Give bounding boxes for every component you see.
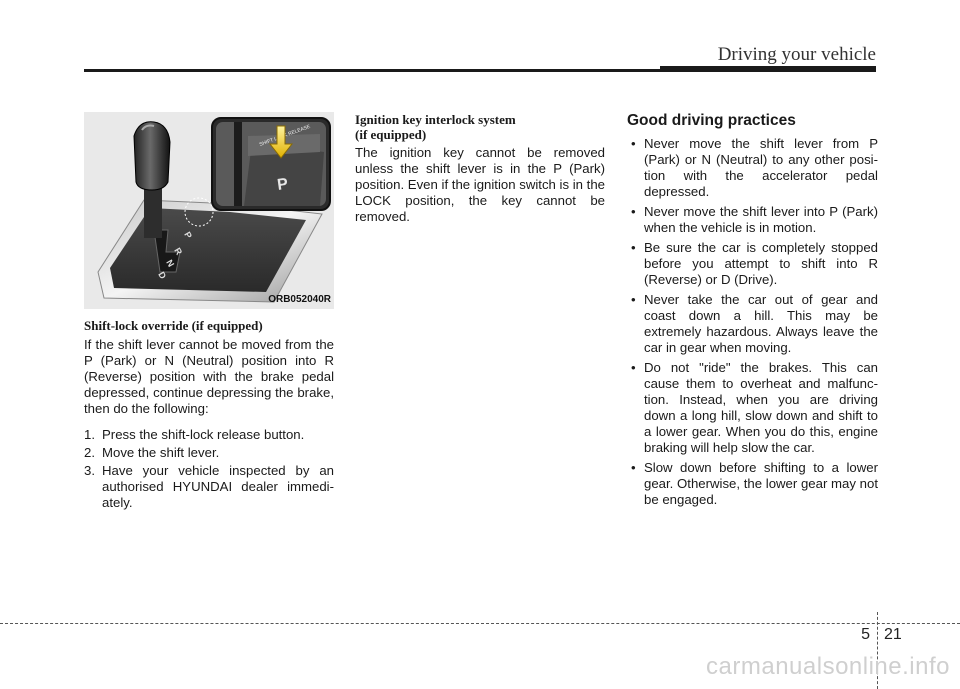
shift-lock-heading: Shift-lock override (if equipped) bbox=[84, 318, 263, 333]
list-item bbox=[627, 240, 878, 288]
list-item bbox=[84, 427, 334, 443]
column-left bbox=[84, 112, 334, 513]
list-item bbox=[627, 292, 878, 356]
footer-rule bbox=[0, 623, 960, 624]
practice-text: Be sure the car is completely stopped before you attempt to shift into R (Reverse) or D (Drive). bbox=[644, 240, 878, 287]
gear-letter-n: N bbox=[164, 258, 177, 269]
list-item bbox=[84, 445, 334, 461]
practice-text: Never take the car out of gear and coast down a hill. This may be extremely hazardous. Always leave the car in gear when moving. bbox=[644, 292, 878, 355]
watermark[interactable]: carmanualsonline.info bbox=[706, 653, 950, 680]
ignition-body: The ignition key cannot be removed unless the shift lever is in the P (Park) position. Even if the ignition switch is in the LOCK position, the key cannot be removed. bbox=[355, 145, 605, 224]
step-number: 1. bbox=[84, 427, 95, 442]
header-rule-accent bbox=[660, 66, 876, 72]
practice-text: Never move the shift lever into P (Park) when the vehicle is in motion. bbox=[644, 204, 878, 235]
list-item bbox=[627, 360, 878, 456]
step-text: Have your vehicle inspected by an authorised HYUNDAI dealer immedi-ately. bbox=[102, 463, 334, 510]
gear-letter-p: P bbox=[182, 230, 194, 241]
ignition-heading-qualifier: (if equipped) bbox=[355, 127, 427, 142]
ignition-heading: Ignition key interlock system bbox=[355, 112, 516, 127]
figure-code: ORB052040R bbox=[268, 294, 331, 305]
page-number: 21 bbox=[884, 626, 902, 643]
column-right bbox=[627, 112, 878, 512]
good-practices-heading: Good driving practices bbox=[627, 112, 796, 129]
gear-letter-r: R bbox=[172, 246, 185, 257]
bullet-icon: • bbox=[631, 204, 636, 219]
step-text: Press the shift-lock release button. bbox=[102, 427, 305, 442]
bullet-icon: • bbox=[631, 460, 636, 475]
practice-text: Do not "ride" the brakes. This can cause them to overheat and malfunc-tion. Instead, when you are driving down a long hill, slow down and shift to a lower gear. When you do this, engine braking will help slow the car. bbox=[644, 360, 878, 455]
chapter-number: 5 bbox=[861, 626, 870, 643]
bullet-icon: • bbox=[631, 360, 636, 375]
shift-lever-figure bbox=[84, 112, 334, 309]
bullet-icon: • bbox=[631, 136, 636, 151]
bullet-icon: • bbox=[631, 292, 636, 307]
good-practices-list bbox=[627, 136, 878, 508]
shift-lock-inset bbox=[212, 118, 330, 210]
step-number: 2. bbox=[84, 445, 95, 460]
list-item bbox=[627, 460, 878, 508]
shift-lock-body: If the shift lever cannot be moved from the P (Park) or N (Neutral) position into R (Reverse) position with the brake pedal depressed, continue depressing the brake, then do the following: bbox=[84, 337, 334, 416]
page-header-title: Driving your vehicle bbox=[717, 44, 876, 65]
inset-gear-letter: P bbox=[276, 175, 290, 194]
list-item bbox=[84, 463, 334, 511]
list-item bbox=[627, 136, 878, 200]
step-number: 3. bbox=[84, 463, 95, 478]
practice-text: Never move the shift lever from P (Park) or N (Neutral) to any other posi-tion with the accelerator pedal depressed. bbox=[644, 136, 878, 199]
step-text: Move the shift lever. bbox=[102, 445, 220, 460]
practice-text: Slow down before shifting to a lower gear. Otherwise, the lower gear may not be engaged. bbox=[644, 460, 878, 507]
gear-letter-d: D bbox=[156, 270, 169, 281]
inset-release-label: SHIFT RELEASE bbox=[258, 123, 312, 148]
column-middle bbox=[355, 112, 605, 225]
shift-lock-steps bbox=[84, 427, 334, 511]
shift-lever-illustration bbox=[84, 112, 334, 309]
list-item bbox=[627, 204, 878, 236]
bullet-icon: • bbox=[631, 240, 636, 255]
